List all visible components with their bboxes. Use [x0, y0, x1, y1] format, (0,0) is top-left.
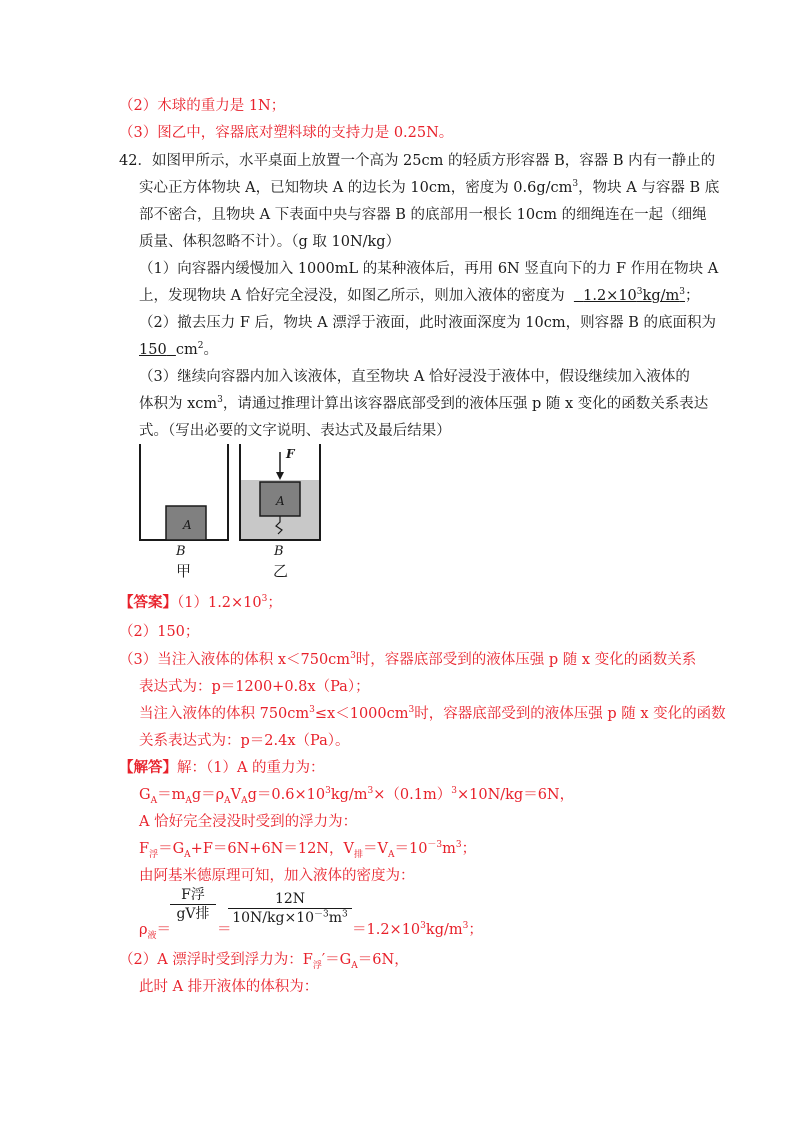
question-42-part-1-line-2: 上，发现物块 A 恰好完全浸没，如图乙所示，则加入液体的密度为 $1.2\times 10^3kg/m^3$；: [139, 287, 700, 304]
answer-line-2b: （2）150；: [119, 624, 200, 640]
answer-blank-area: 150: [139, 342, 167, 358]
solution-line-2: $G_A=m_Ag=\rho_AV_Ag=0.6\times 10^3kg/m^3\times(0.1m)^3\times 10N/kg=6N$，: [139, 786, 575, 806]
figure-containers: [130, 442, 330, 582]
force-arrowhead: [276, 472, 284, 480]
answer-line-3c: 当注入液体的体积 $750cm^3\le x<1000cm^3$时，容器底部受到的液体压强 p 随 x 变化的函数: [139, 705, 726, 722]
fraction-formula-denominator: gV排: [176, 906, 210, 922]
question-42-line-1: 42．如图甲所示，水平桌面上放置一个高为 25cm 的轻质方形容器 B，容器 B 内有一静止的: [119, 153, 716, 169]
block-a-right-label: A: [276, 494, 285, 508]
container-b-right-label: B: [274, 544, 284, 559]
question-42-part-3-line-3: 式。（写出必要的文字说明、表达式及最后结果）: [139, 423, 451, 439]
container-b-left-label: B: [176, 544, 186, 559]
question-42-line-2: 实心正方体物块 A，已知物块 A 的边长为 10cm，密度为 $0.6g/cm^3$，物块 A 与容器 B 底: [139, 179, 720, 196]
fraction-numeric: [228, 890, 352, 927]
caption-jia: 甲: [176, 562, 192, 580]
answer-line-2: （2）木球的重力是 1N；: [119, 98, 286, 114]
question-42-part-2-line-2: 150 $cm^2$。: [139, 341, 219, 358]
container-jia: [140, 444, 228, 580]
question-42-line-3: 部不密合，且物块 A 下表面中央与容器 B 的底部用一根长 10cm 的细绳连在一起（细绳: [139, 207, 707, 223]
solution-line-8: 此时 A 排开液体的体积为：: [139, 979, 319, 995]
solution-density-eq: ＝: [217, 922, 232, 938]
solution-line-7: （2）A 漂浮时受到浮力为：$F_浮'=G_A=6N$，: [119, 952, 409, 971]
answer-line-3d: 关系表达式为：p＝2.4x（Pa）。: [139, 733, 350, 749]
question-42-part-2-line-1: （2）撤去压力 F 后，物块 A 漂浮于液面，此时液面深度为 10cm，则容器 B 的底面积为: [139, 315, 716, 331]
block-a-left-label: A: [183, 518, 192, 532]
question-42-part-1-line-1: （1）向容器内缓慢加入 1000mL 的某种液体后，再用 6N 竖直向下的力 F 作用在物块 A: [139, 261, 719, 277]
question-42-part-3-line-2: 体积为 xcm$^3$，请通过推理计算出该容器底部受到的液体压强 p 随 x 变化的函数关系表达: [139, 395, 709, 412]
question-42-part-3-line-1: （3）继续向容器内加入该液体，直至物块 A 恰好浸没于液体中，假设继续加入液体的: [139, 369, 690, 385]
caption-yi: 乙: [273, 562, 289, 580]
solution-line-5: 由阿基米德原理可知，加入液体的密度为：: [139, 868, 415, 884]
answer-line-3b: 表达式为：p＝1200+0.8x（Pa）；: [139, 679, 370, 695]
fraction-numeric-numerator: 12N: [274, 891, 306, 907]
solution-line-3: A 恰好完全浸没时受到的浮力为：: [139, 814, 358, 830]
container-yi: [240, 444, 320, 580]
question-42-line-4: 质量、体积忽略不计）。（g 取 10N/kg）: [139, 234, 401, 250]
answer-line-1: 【答案】$(1)1.2\times 10^3$；: [119, 594, 282, 611]
fraction-formula: [170, 886, 216, 923]
answer-line-3a: （3）当注入液体的体积 $x<750cm^3$时，容器底部受到的液体压强 p 随 x 变化的函数关系: [119, 651, 697, 668]
answer-blank-density: $1.2\times 10^3kg/m^3$: [583, 287, 685, 304]
fraction-numeric-denominator: $10N/kg\times 10^{-3}m^3$: [232, 909, 348, 926]
solution-density-prefix: $\rho_液=$: [139, 922, 172, 941]
solution-line-1: 【解答】解：（1）A 的重力为：: [119, 759, 325, 776]
fraction-formula-numerator: F浮: [181, 887, 205, 903]
solution-line-4: $F_浮=G_A+F=6N+6N=12N$，$V_排=V_A=10^{-3}m^3$；: [139, 840, 477, 860]
solution-density-result: $=1.2\times 10^3kg/m^3$；: [352, 921, 483, 938]
answer-line-3: （3）图乙中，容器底对塑料球的支持力是 0.25N。: [119, 125, 454, 141]
force-label: F: [286, 447, 295, 461]
